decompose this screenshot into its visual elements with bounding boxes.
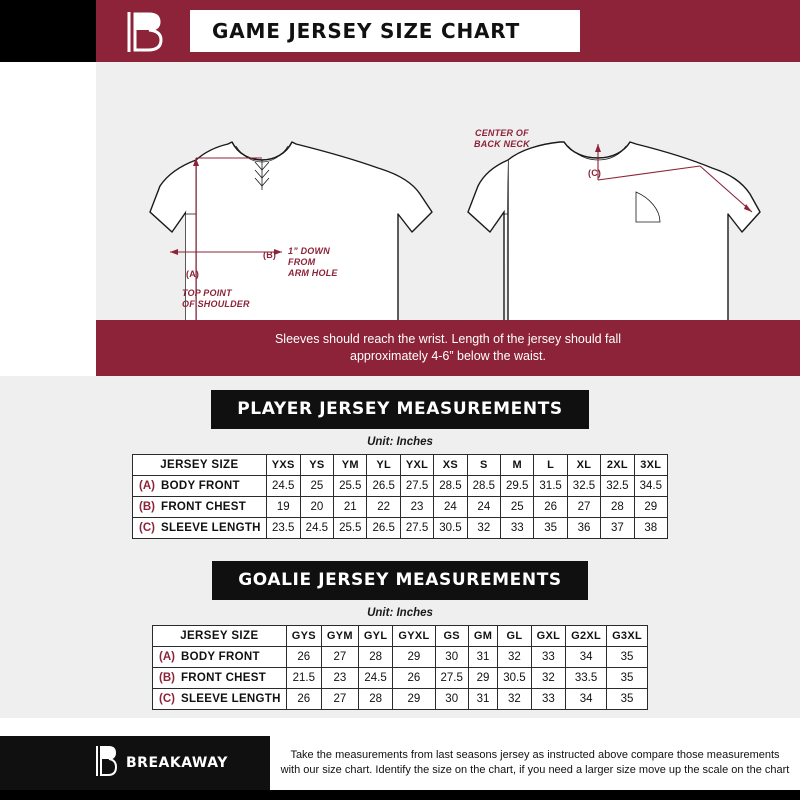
player-row-2-v3: 26.5	[367, 518, 400, 539]
player-row-2-v4: 27.5	[400, 518, 433, 539]
player-row-1-v4: 23	[400, 497, 433, 518]
goalie-row-2-label: SLEEVE LENGTH	[177, 689, 286, 710]
player-row-2-v6: 32	[467, 518, 500, 539]
goalie-row-1-v2: 24.5	[358, 668, 393, 689]
player-row-2-v0: 23.5	[266, 518, 300, 539]
breakaway-b-logo-icon	[92, 744, 118, 783]
goalie-row-1-v1: 23	[321, 668, 358, 689]
goalie-size-col-0: GYS	[286, 626, 321, 647]
goalie-row-2-v3: 29	[393, 689, 435, 710]
player-row-1-label: FRONT CHEST	[157, 497, 266, 518]
goalie-row-1-v9: 35	[607, 668, 648, 689]
table-row	[153, 668, 648, 689]
table-row	[133, 518, 668, 539]
header-left-band	[0, 0, 96, 62]
goalie-row-1-v7: 32	[531, 668, 566, 689]
player-row-1-v3: 22	[367, 497, 400, 518]
breakaway-b-logo-icon	[110, 6, 180, 58]
player-size-col-1: YS	[300, 455, 333, 476]
player-row-0-v8: 31.5	[534, 476, 567, 497]
player-row-1-v1: 20	[300, 497, 333, 518]
goalie-row-0-v4: 30	[435, 647, 468, 668]
goalie-row-1-v8: 33.5	[566, 668, 607, 689]
goalie-size-col-7: GXL	[531, 626, 566, 647]
player-row-1-v8: 26	[534, 497, 567, 518]
goalie-row-1-v5: 29	[468, 668, 497, 689]
player-row-0-v6: 28.5	[467, 476, 500, 497]
player-row-2-v5: 30.5	[434, 518, 467, 539]
player-size-col-8: L	[534, 455, 567, 476]
annotation-label-c: (C)	[588, 168, 602, 178]
player-row-1-v7: 25	[501, 497, 534, 518]
back-jersey-outline	[468, 142, 760, 320]
player-size-col-11: 3XL	[634, 455, 667, 476]
player-row-2-v1: 24.5	[300, 518, 333, 539]
footer-brand-name: BREAKAWAY	[126, 755, 228, 771]
player-row-1-v5: 24	[434, 497, 467, 518]
annotation-center-back-neck: CENTER OF BACK NECK	[474, 128, 530, 149]
jersey-illustrations	[0, 62, 800, 320]
goalie-size-col-3: GYXL	[393, 626, 435, 647]
player-row-2-v9: 36	[567, 518, 600, 539]
note-left-strip	[0, 320, 96, 376]
jersey-diagram	[0, 62, 800, 320]
note-text	[96, 320, 800, 376]
player-size-col-4: YXL	[400, 455, 433, 476]
player-row-0-v10: 32.5	[601, 476, 634, 497]
player-row-1-v2: 21	[334, 497, 367, 518]
goalie-size-col-4: GS	[435, 626, 468, 647]
note-bar	[0, 320, 800, 376]
table-row	[153, 689, 648, 710]
goalie-size-col-6: GL	[498, 626, 531, 647]
goalie-row-2-v5: 31	[468, 689, 497, 710]
goalie-row-2-v8: 34	[566, 689, 607, 710]
goalie-row-0-label: BODY FRONT	[177, 647, 286, 668]
player-table-wrap	[0, 454, 800, 547]
goalie-row-1-label: FRONT CHEST	[177, 668, 286, 689]
annotation-arm-hole: 1” DOWN FROM ARM HOLE	[288, 246, 338, 278]
goalie-row-1-v0: 21.5	[286, 668, 321, 689]
player-size-col-9: XL	[567, 455, 600, 476]
player-size-col-6: S	[467, 455, 500, 476]
goalie-row-0-v3: 29	[393, 647, 435, 668]
player-row-0-v11: 34.5	[634, 476, 667, 497]
player-row-2-v7: 33	[501, 518, 534, 539]
goalie-row-2-v9: 35	[607, 689, 648, 710]
bottom-bar	[0, 790, 800, 800]
table-row	[133, 497, 668, 518]
player-size-col-7: M	[501, 455, 534, 476]
goalie-row-2-v6: 32	[498, 689, 531, 710]
player-size-col-3: YL	[367, 455, 400, 476]
goalie-row-0-tag: (A)	[153, 647, 177, 668]
goalie-row-2-v2: 28	[358, 689, 393, 710]
table-header-row	[153, 626, 648, 647]
goalie-size-col-9: G3XL	[607, 626, 648, 647]
player-row-2-v8: 35	[534, 518, 567, 539]
goalie-row-1-v4: 27.5	[435, 668, 468, 689]
goalie-size-col-5: GM	[468, 626, 497, 647]
player-row-2-tag: (C)	[133, 518, 157, 539]
player-row-1-v0: 19	[266, 497, 300, 518]
goalie-row-1-tag: (B)	[153, 668, 177, 689]
player-row-0-v0: 24.5	[266, 476, 300, 497]
note-line-1: Sleeves should reach the wrist. Length of the jersey should fall	[274, 332, 622, 346]
goalie-table-wrap	[0, 625, 800, 718]
goalie-row-2-v4: 30	[435, 689, 468, 710]
goalie-row-0-v8: 34	[566, 647, 607, 668]
player-unit-label: Unit: Inches	[367, 436, 433, 448]
player-section-title: PLAYER JERSEY MEASUREMENTS	[211, 390, 589, 429]
player-row-0-v4: 27.5	[400, 476, 433, 497]
player-row-0-v5: 28.5	[434, 476, 467, 497]
goalie-row-0-v0: 26	[286, 647, 321, 668]
player-measurements-table	[132, 454, 668, 539]
player-row-0-v1: 25	[300, 476, 333, 497]
player-row-1-v10: 28	[601, 497, 634, 518]
goalie-size-col-2: GYL	[358, 626, 393, 647]
player-row-0-label: BODY FRONT	[157, 476, 266, 497]
goalie-row-1-v6: 30.5	[498, 668, 531, 689]
annotation-label-a: (A)	[186, 269, 200, 279]
page-title-text: GAME JERSEY SIZE CHART	[212, 19, 521, 43]
goalie-row-2-tag: (C)	[153, 689, 177, 710]
player-row-2-v11: 38	[634, 518, 667, 539]
goalie-row-2-v7: 33	[531, 689, 566, 710]
goalie-row-0-v5: 31	[468, 647, 497, 668]
goalie-row-0-v2: 28	[358, 647, 393, 668]
player-size-col-5: XS	[434, 455, 467, 476]
player-row-1-v11: 29	[634, 497, 667, 518]
player-row-1-tag: (B)	[133, 497, 157, 518]
goalie-size-col-8: G2XL	[566, 626, 607, 647]
player-size-col-10: 2XL	[601, 455, 634, 476]
annotation-label-b: (B)	[263, 250, 277, 260]
goalie-row-1-v3: 26	[393, 668, 435, 689]
footer-instructions: Take the measurements from last seasons jersey as instructed above compare those measurements with our size chart. Identify the size on the chart, if you need a larger size move up the scale on the chart	[280, 749, 790, 776]
goalie-section-title: GOALIE JERSEY MEASUREMENTS	[212, 561, 588, 600]
player-row-2-label: SLEEVE LENGTH	[157, 518, 266, 539]
goalie-measurements-table	[152, 625, 648, 710]
note-line-2: approximately 4-6” below the waist.	[350, 349, 546, 363]
goalie-row-0-v7: 33	[531, 647, 566, 668]
goalie-unit-label: Unit: Inches	[367, 607, 433, 619]
page-header	[0, 0, 800, 62]
goalie-size-col-1: GYM	[321, 626, 358, 647]
player-row-0-v9: 32.5	[567, 476, 600, 497]
player-row-0-v7: 29.5	[501, 476, 534, 497]
goalie-row-2-v0: 26	[286, 689, 321, 710]
player-row-2-v2: 25.5	[334, 518, 367, 539]
page-footer	[0, 736, 800, 790]
footer-logo-zone	[0, 736, 270, 790]
player-size-col-2: YM	[334, 455, 367, 476]
goalie-row-0-v1: 27	[321, 647, 358, 668]
table-header-row	[133, 455, 668, 476]
goalie-row-0-v9: 35	[607, 647, 648, 668]
table-row	[153, 647, 648, 668]
player-row-2-v10: 37	[601, 518, 634, 539]
table-row	[133, 476, 668, 497]
player-size-header: JERSEY SIZE	[133, 455, 267, 476]
player-row-1-v9: 27	[567, 497, 600, 518]
goalie-row-2-v1: 27	[321, 689, 358, 710]
page-title	[190, 10, 580, 52]
player-row-0-v3: 26.5	[367, 476, 400, 497]
player-size-col-0: YXS	[266, 455, 300, 476]
annotation-top-point-shoulder: TOP POINT OF SHOULDER	[182, 288, 250, 309]
player-row-0-v2: 25.5	[334, 476, 367, 497]
player-row-1-v6: 24	[467, 497, 500, 518]
goalie-row-0-v6: 32	[498, 647, 531, 668]
player-section	[0, 376, 800, 547]
goalie-size-header: JERSEY SIZE	[153, 626, 287, 647]
player-row-0-tag: (A)	[133, 476, 157, 497]
goalie-section	[0, 547, 800, 718]
